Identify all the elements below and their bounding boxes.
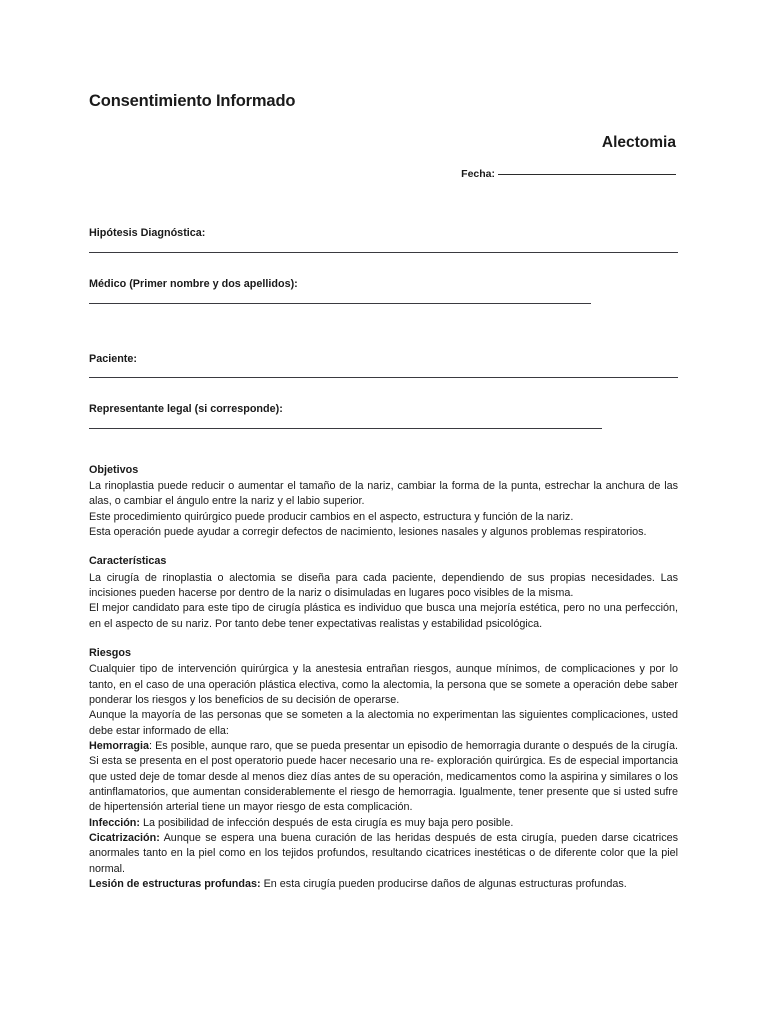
section-heading: Características bbox=[89, 555, 167, 568]
field-medico bbox=[89, 277, 678, 304]
risk-item-cicatrizacion bbox=[89, 831, 678, 877]
field-hipotesis-diagnostica bbox=[89, 226, 678, 253]
risk-item-lesion-estructuras-profundas bbox=[89, 877, 678, 892]
section-riesgos bbox=[89, 646, 678, 892]
field-representante-legal bbox=[89, 402, 678, 429]
field-paciente bbox=[89, 352, 678, 379]
section-heading: Riesgos bbox=[89, 646, 132, 659]
risk-term: Lesión de estructuras profundas: bbox=[89, 877, 261, 890]
paragraph: La cirugía de rinoplastia o alectomia se diseña para cada paciente, dependiendo de sus propias necesidades. Las incisiones pueden hacerse por dentro de la nariz o disimuladas en lugares poco visibles de la misma. bbox=[89, 571, 678, 599]
paragraph: El mejor candidato para este tipo de cirugía plástica es individuo que busca una mejoría estética, pero no una perfección, en el aspecto de su nariz. Por tanto debe tener expectativas realistas y estabilidad psicológica. bbox=[89, 602, 678, 630]
section-caracteristicas bbox=[89, 554, 678, 632]
risk-item-hemorragia bbox=[89, 739, 678, 816]
risk-term: Infección: bbox=[89, 816, 140, 829]
paragraph: La rinoplastia puede reducir o aumentar el tamaño de la nariz, cambiar la forma de la punta, estrechar la anchura de las alas, o cambiar el ángulo entre la nariz y el labio superior. bbox=[89, 479, 678, 508]
form-fields bbox=[89, 226, 678, 428]
document-header bbox=[89, 92, 678, 180]
date-field-row bbox=[89, 168, 676, 180]
risk-item-infeccion bbox=[89, 816, 678, 831]
page-title: Consentimiento Informado bbox=[89, 92, 296, 110]
risk-text: Aunque se espera una buena curación de las heridas después de esta cirugía, pueden darse cicatrices anormales tanto en la piel como en los tejidos profundos, resultando cicatrices inestéticas o de diferente color que la piel normal. bbox=[89, 831, 678, 875]
section-heading: Objetivos bbox=[89, 463, 139, 476]
paragraph: Este procedimiento quirúrgico puede producir cambios en el aspecto, estructura y función de la nariz. bbox=[89, 510, 574, 523]
paragraph: Cualquier tipo de intervención quirúrgica y la anestesia entrañan riesgos, aunque mínimos, de complicaciones y por lo tanto, en el caso de una operación plástica electiva, como la alectomia, la persona que se somete a operación debe saber ponderar los riesgos y los beneficios de su decisión de operarse. bbox=[89, 663, 678, 706]
paragraph: Aunque la mayoría de las personas que se someten a la alectomia no experimentan las siguientes complicaciones, usted debe estar informado de ella: bbox=[89, 709, 678, 737]
field-label: Representante legal (si corresponde): bbox=[89, 403, 283, 416]
procedure-title: Alectomia bbox=[601, 133, 676, 151]
risk-text: Es posible, aunque raro, que se pueda presentar un episodio de hemorragia durante o después de la cirugía. Si esta se presenta en el post operatorio puede hacer necesario una re- exploración quirúrgica. Es de especial importancia que usted deje de tomar desde al menos diez días antes de su operación, medicamentos como la aspirina y similares o los antinflamatorios, que aumentan considerablemente el riesgo de hemorragia. Igualmente, tener presente que si usted sufre de hipertensión arterial tiene un mayor riesgo de esta complicación. bbox=[89, 739, 678, 814]
date-label: Fecha: bbox=[461, 168, 495, 181]
field-label: Hipótesis Diagnóstica: bbox=[89, 227, 206, 240]
field-label: Médico (Primer nombre y dos apellidos): bbox=[89, 277, 298, 290]
date-input-rule[interactable] bbox=[498, 173, 676, 175]
document-body bbox=[89, 463, 678, 893]
spacer bbox=[89, 253, 678, 277]
paragraph: Esta operación puede ayudar a corregir defectos de nacimiento, lesiones nasales y algunos problemas respiratorios. bbox=[89, 525, 647, 538]
spacer bbox=[89, 378, 678, 402]
risk-term: Cicatrización: bbox=[89, 831, 160, 844]
section-objetivos bbox=[89, 463, 678, 541]
risk-text: La posibilidad de infección después de esta cirugía es muy baja pero posible. bbox=[143, 816, 514, 829]
risk-separator: : bbox=[149, 739, 156, 752]
field-label: Paciente: bbox=[89, 352, 138, 365]
field-input-rule[interactable] bbox=[89, 428, 602, 429]
risk-term: Hemorragia bbox=[89, 739, 150, 752]
risk-text: En esta cirugía pueden producirse daños de algunas estructuras profundas. bbox=[263, 877, 627, 890]
spacer bbox=[89, 304, 678, 352]
